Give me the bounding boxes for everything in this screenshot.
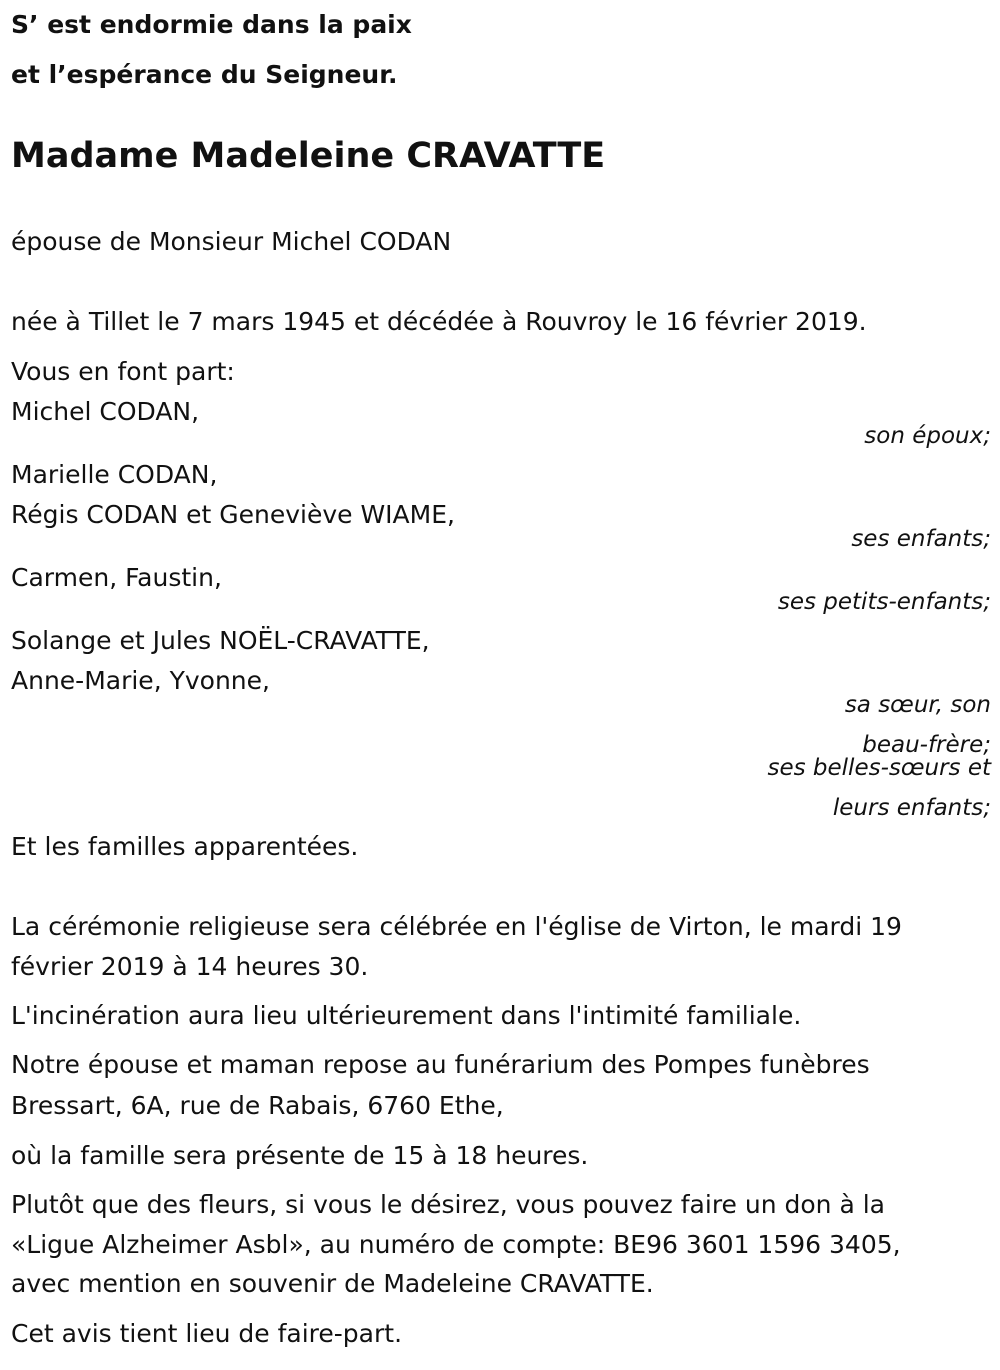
family-name: Michel CODAN, — [11, 397, 200, 426]
funeral-home-line-2: Bressart, 6A, rue de Rabais, 6760 Ethe, — [11, 1091, 504, 1120]
family-name: Régis CODAN et Geneviève WIAME, — [11, 500, 455, 529]
family-name: Carmen, Faustin, — [11, 563, 222, 592]
family-relation: son époux; — [864, 423, 991, 449]
family-relation: ses petits-enfants; — [777, 589, 991, 615]
family-relation: sa sœur, son — [844, 692, 991, 718]
family-relation: ses enfants; — [851, 526, 991, 552]
deceased-name: Madame Madeleine CRAVATTE — [11, 136, 606, 176]
family-name: Anne-Marie, Yvonne, — [11, 666, 270, 695]
ceremony-line-2: février 2019 à 14 heures 30. — [11, 952, 369, 981]
family-closing: Et les familles apparentées. — [11, 832, 359, 861]
spouse-line: épouse de Monsieur Michel CODAN — [11, 227, 452, 256]
family-relation: ses belles-sœurs et — [767, 755, 991, 781]
intro-line-1: S’ est endormie dans la paix — [11, 10, 412, 39]
family-name: Marielle CODAN, — [11, 460, 218, 489]
intro-line-2: et l’espérance du Seigneur. — [11, 60, 398, 89]
ceremony-line-1: La cérémonie religieuse sera célébrée en l'église de Virton, le mardi 19 — [11, 912, 902, 941]
funeral-home-line-1: Notre épouse et maman repose au funérarium des Pompes funèbres — [11, 1050, 870, 1079]
family-name: Solange et Jules NOËL-CRAVATTE, — [11, 626, 430, 655]
donation-line-2: «Ligue Alzheimer Asbl», au numéro de compte: BE96 3601 1596 3405, — [11, 1230, 901, 1259]
visiting-line: où la famille sera présente de 15 à 18 heures. — [11, 1141, 589, 1170]
donation-line-3: avec mention en souvenir de Madeleine CRAVATTE. — [11, 1269, 654, 1298]
donation-line-1: Plutôt que des fleurs, si vous le désirez, vous pouvez faire un don à la — [11, 1190, 885, 1219]
family-relation: leurs enfants; — [832, 795, 991, 821]
cremation-line: L'incinération aura lieu ultérieurement dans l'intimité familiale. — [11, 1001, 802, 1030]
family-relation: beau-frère; — [862, 732, 991, 758]
birth-death-line: née à Tillet le 7 mars 1945 et décédée à Rouvroy le 16 février 2019. — [11, 307, 867, 336]
family-intro: Vous en font part: — [11, 357, 235, 386]
notice-line: Cet avis tient lieu de faire-part. — [11, 1319, 403, 1348]
